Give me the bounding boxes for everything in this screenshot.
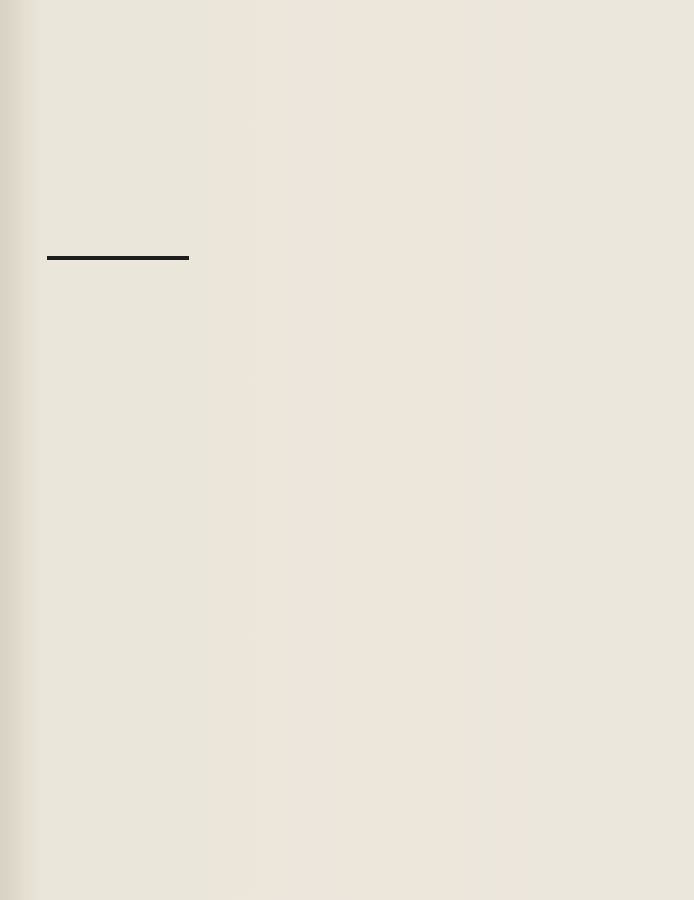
instructions-column-i [355,256,505,736]
right-knitting-charts [510,380,690,880]
materials-column [47,408,189,708]
garment-schematic [44,333,194,411]
instructions-column-j [516,256,686,386]
instructions-column-h [200,256,333,736]
text-column-a [355,2,505,252]
left-margin-text [0,4,38,424]
text-column-c [200,150,335,250]
chart-h-skier-border [46,730,506,895]
left-margin-text-lower [0,470,40,600]
text-column-b [516,2,688,247]
title-rule [47,256,189,260]
caption-top [47,188,187,223]
